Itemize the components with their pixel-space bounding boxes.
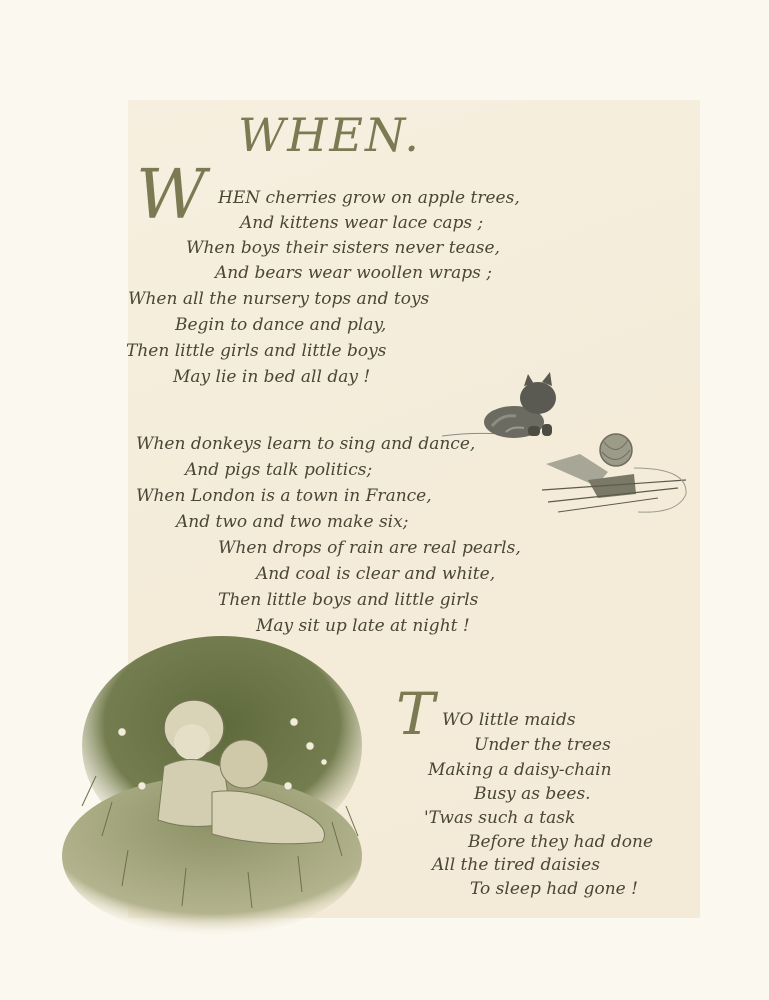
poem-line: Making a daisy-chain (428, 760, 612, 780)
poem-line: When London is a town in France, (136, 486, 432, 506)
poem-line: And bears wear woollen wraps ; (215, 263, 492, 283)
children-in-grass-illustration (62, 636, 376, 936)
poem-line: Then little girls and little boys (126, 341, 387, 361)
poem-line: HEN cherries grow on apple trees, (218, 188, 520, 208)
poem-line: Under the trees (474, 735, 611, 755)
page-title: WHEN. (238, 108, 421, 162)
drop-cap: T (396, 680, 435, 748)
poem-line: And kittens wear lace caps ; (240, 213, 484, 233)
poem-line: When all the nursery tops and toys (128, 289, 430, 309)
poem-line: May sit up late at night ! (256, 616, 470, 636)
poem-line: May lie in bed all day ! (173, 367, 371, 387)
poem-line: And pigs talk politics; (185, 460, 373, 480)
yarn-knitting-illustration (538, 428, 693, 520)
poem-line: And two and two make six; (176, 512, 409, 532)
poem-line: Begin to dance and play, (175, 315, 387, 335)
drop-cap: W (136, 156, 206, 235)
poem-line: And coal is clear and white, (256, 564, 496, 584)
poem-line: Busy as bees. (474, 784, 591, 804)
poem-line: WO little maids (442, 710, 576, 730)
poem-line: When drops of rain are real pearls, (218, 538, 521, 558)
poem-line: Before they had done (468, 832, 654, 852)
poem-line: All the tired daisies (432, 855, 600, 875)
poem-line: Then little boys and little girls (218, 590, 479, 610)
poem-line: When donkeys learn to sing and dance, (136, 434, 476, 454)
poem-line: To sleep had gone ! (470, 879, 638, 899)
poem-line: 'Twas such a task (424, 808, 576, 828)
poem-line: When boys their sisters never tease, (186, 238, 500, 258)
